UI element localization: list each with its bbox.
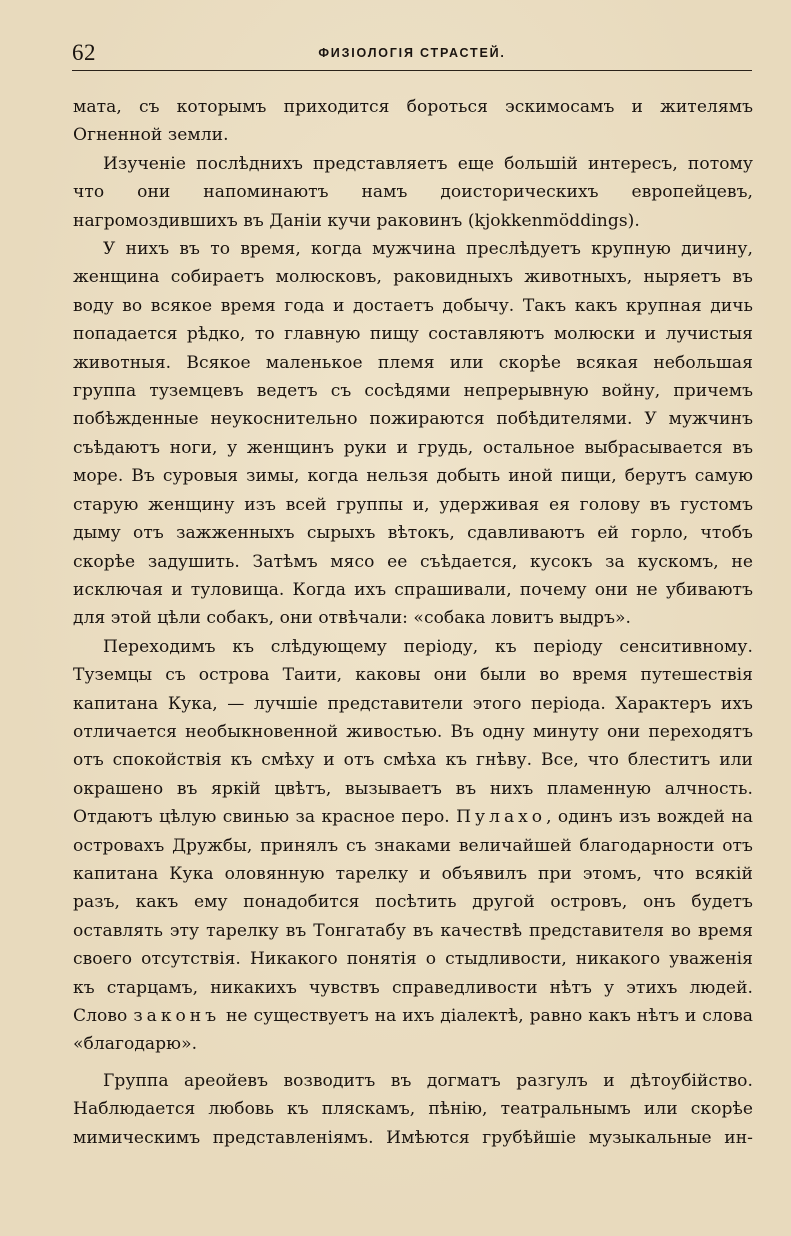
body-text <box>73 93 753 1152</box>
spaced-word-law: законъ <box>133 1006 221 1026</box>
paragraph-continuation: мата, съ которымъ приходится бороться эскимосамъ и жителямъ Огненной земли. <box>73 97 753 146</box>
spaced-name-pulaho: Пулахо <box>456 807 547 828</box>
tahitians-text-before: Переходимъ къ слѣдующему періоду, къ періоду сенситивному. Туземцы съ острова Таити, каковы они были во время путешествія капитана Кука, — лучшіе представители этого періода. Характеръ ихъ отличается необыкновенной живостью. Въ одну минуту они переходятъ отъ спокойствія къ смѣху и отъ смѣха къ гнѣву. Все, что блеститъ или окрашено въ яркій цвѣтъ, вызываетъ въ нихъ пламенную алчность. Отдаютъ цѣлую свинью за красное перо. <box>73 636 753 828</box>
paragraph-tahitians <box>73 633 753 1059</box>
page-number: 62 <box>72 40 96 65</box>
tahitians-text-middle: , одинъ изъ вождей на островахъ Дружбы, принялъ съ знаками величайшей благодарности отъ капитана Кука оловянную тарелку и объявилъ при этомъ, что всякій разъ, какъ ему понадобится посѣтить другой островъ, онъ будетъ оставлять эту тарелку въ Тонгатабу въ качествѣ представителя во время своего отсутствія. Никакого понятія о стыдливости, никакого уваженія къ старцамъ, никакихъ чувствъ справедливости нѣтъ у этихъ людей. Слово <box>73 807 753 1026</box>
paragraph-study: Изученіе послѣднихъ представляетъ еще большій интересъ, потому что они напоминаютъ намъ доисторическихъ европейцевъ, нагромоздившихъ въ Даніи кучи раковинъ (kjokkenmöddings). <box>73 153 753 231</box>
running-title: ФИЗІОЛОГІЯ СТРАСТЕЙ. <box>318 46 506 60</box>
page-header <box>72 38 752 71</box>
paragraph-areoi: Группа ареойевъ возводитъ въ догматъ разгулъ и дѣтоубійство. Наблюдается любовь къ пляскамъ, пѣнію, театральнымъ или скорѣе мимическимъ представленіямъ. Имѣются грубѣйшіе музыкальные ин- <box>73 1070 753 1148</box>
tahitians-text-after: не существуетъ на ихъ діалектѣ, равно какъ нѣтъ и слова «благодарю». <box>73 1006 754 1055</box>
paragraph-fuegians: У нихъ въ то время, когда мужчина преслѣдуетъ крупную дичину, женщина собираетъ молюсковъ, раковидныхъ животныхъ, ныряетъ въ воду во всякое время года и достаетъ добычу. Такъ какъ крупная дичь попадается рѣдко, то главную пищу составляютъ молюски и лучистыя животныя. Всякое маленькое племя или скорѣе всякая небольшая группа туземцевъ ведетъ съ сосѣдями непрерывную войну, причемъ побѣжденные неукоснительно пожираются побѣдителями. У мужчинъ съѣдаютъ ноги, у женщинъ руки и грудь, остальное выбрасывается въ море. Въ суровыя зимы, когда нельзя добыть иной пищи, берутъ самую старую женщину изъ всей группы и, удерживая ея голову въ густомъ дыму отъ зажженныхъ сырыхъ вѣтокъ, сдавливаютъ ей горло, чтобъ скорѣе задушить. Затѣмъ мясо ее съѣдается, кусокъ за кускомъ, не исключая и туловища. Когда ихъ спрашивали, почему они не убиваютъ для этой цѣли собакъ, они отвѣчали: «собака ловитъ выдръ». <box>73 239 753 629</box>
